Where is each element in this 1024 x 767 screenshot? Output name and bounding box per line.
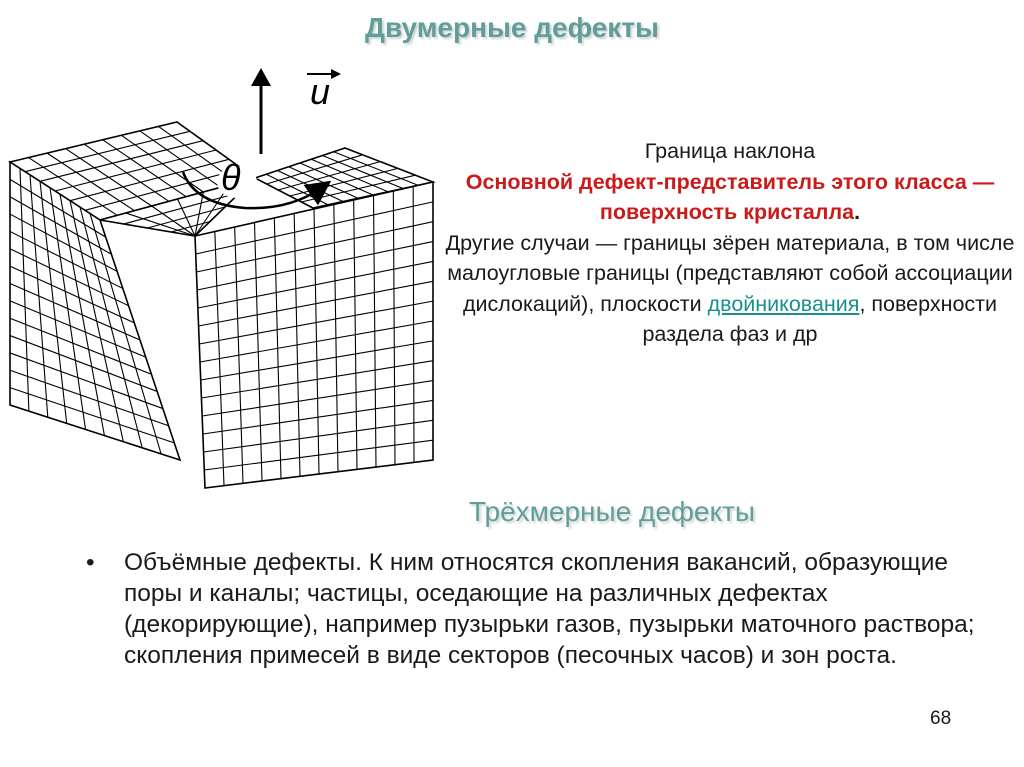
tilt-boundary-figure [5,60,437,500]
description-text-before-link: Другие случаи — границы зёрен материала, в том числе малоугловые границы (представляют собой ассоциации дислокаций), плоскости [445,230,1015,316]
description-body [440,228,1020,350]
vector-label: u [310,71,331,112]
description-heading: Граница наклона [644,139,816,163]
description-highlight-block [440,167,1020,228]
slide-title: Двумерные дефекты [365,12,659,43]
description-text-after-link: , поверхности раздела фаз и др [642,291,998,346]
section-subtitle: Трёхмерные дефекты [468,496,756,527]
bullet-marker: • [86,549,95,576]
arrowhead-icon [251,68,271,86]
twinning-link[interactable]: двойникования [707,291,860,316]
description-highlight-end: . [854,200,861,224]
page-number: 68 [930,708,952,729]
lattice-right-front [195,182,433,488]
tilt-boundary-description [440,136,1020,350]
description-highlight: Основной дефект-представитель этого класса — поверхность кристалла [465,169,995,224]
bullet-text: Объёмные дефекты. К ним относятся скопления вакансий, образующие поры и каналы; частицы, оседающие на различных дефектах (декорирующие), например пузырьки газов, пузырьки маточного раствора; скопления примесей в виде секторов (песочных часов) и зон роста. [124,549,975,669]
angle-label: θ [221,157,241,198]
